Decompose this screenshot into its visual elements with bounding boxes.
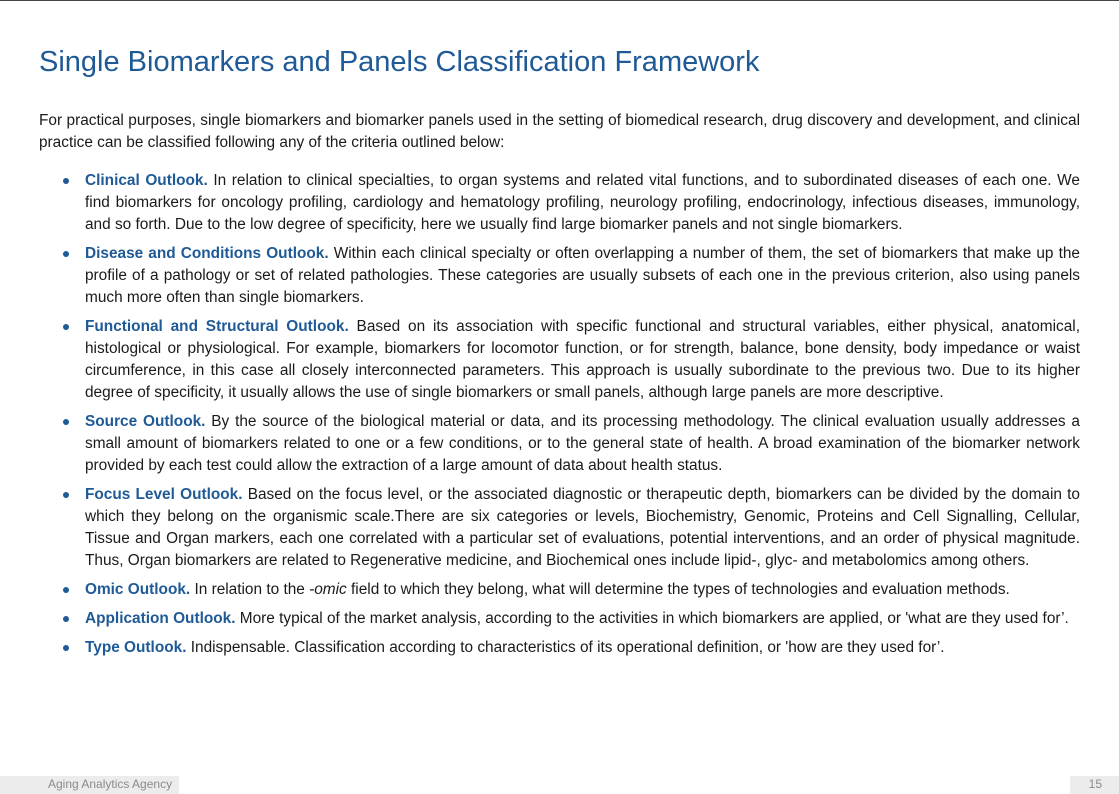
item-term: Functional and Structural Outlook. <box>85 318 349 335</box>
item-description: Within each clinical specialty or often overlapping a number of them, the set of biomarkers that make up the profile of a pathology or set of related pathologies. These categories are usually subsets of each one in the previous criterion, also using panels much more often than single biomarkers. <box>85 245 1080 306</box>
list-item-functional-structural-outlook <box>39 316 1080 404</box>
list-item-source-outlook <box>39 411 1080 477</box>
list-item-disease-conditions-outlook <box>39 243 1080 309</box>
item-description-before: In relation to the <box>190 581 310 598</box>
intro-paragraph: For practical purposes, single biomarkers and biomarker panels used in the setting of biomedical research, drug discovery and development, and clinical practice can be classified following any of the criteria outlined below: <box>39 112 1080 151</box>
item-term: Clinical Outlook. <box>85 172 208 189</box>
item-description-after: field to which they belong, what will determine the types of technologies and evaluation methods. <box>346 581 1010 598</box>
bullet-icon <box>63 178 69 184</box>
bullet-icon <box>63 251 69 257</box>
top-border-line <box>0 0 1119 1</box>
item-term: Application Outlook. <box>85 610 236 627</box>
item-term: Source Outlook. <box>85 413 206 430</box>
item-term: Disease and Conditions Outlook. <box>85 245 329 262</box>
item-description: In relation to clinical specialties, to organ systems and related vital functions, and to subordinated diseases of each one. We find biomarkers for oncology profiling, cardiology and hematology profiling, neurology profiling, endocrinology, infectious diseases, immunology, and so forth. Due to the low degree of specificity, here we usually find large biomarker panels and not single biomarkers. <box>85 172 1080 233</box>
item-description-italic: -omic <box>309 581 347 598</box>
bullet-icon <box>63 419 69 425</box>
item-term: Focus Level Outlook. <box>85 486 243 503</box>
page-number: 15 <box>1088 777 1102 791</box>
classification-criteria-list <box>39 170 1080 666</box>
page-title: Single Biomarkers and Panels Classification Framework <box>39 46 760 78</box>
list-item-clinical-outlook <box>39 170 1080 236</box>
bullet-icon <box>63 587 69 593</box>
item-description: Indispensable. Classification according to characteristics of its operational definition, or 'how are they used for’. <box>186 639 945 656</box>
item-term: Omic Outlook. <box>85 581 191 598</box>
item-description: Based on the focus level, or the associated diagnostic or therapeutic depth, biomarkers can be divided by the domain to which they belong on the organismic scale.There are six categories or levels, Biochemistry, Genomic, Proteins and Cell Signalling, Cellular, Tissue and Organ markers, each one correlated with a particular set of evaluations, potential interventions, and an order of physical magnitude. Thus, Organ biomarkers are related to Regenerative medicine, and Biochemical ones include lipid-, glyc- and metabolomics among others. <box>85 486 1080 569</box>
list-item-omic-outlook <box>39 579 1080 601</box>
bullet-icon <box>63 616 69 622</box>
list-item-application-outlook <box>39 608 1080 630</box>
item-description: By the source of the biological material or data, and its processing methodology. The clinical evaluation usually addresses a small amount of biomarkers related to one or a few conditions, or to the general state of health. A broad examination of the biomarker network provided by each test could allow the extraction of a large amount of data about health status. <box>85 413 1080 474</box>
bullet-icon <box>63 492 69 498</box>
list-item-focus-level-outlook <box>39 484 1080 572</box>
bullet-icon <box>63 645 69 651</box>
item-description: Based on its association with specific functional and structural variables, either physical, anatomical, histological or physiological. For example, biomarkers for locomotor function, or for strength, balance, bone density, body impedance or waist circumference, in this case all closely interconnected parameters. This approach is usually subordinate to the previous two. Due to its higher degree of specificity, it usually allows the use of single biomarkers or small panels, although large panels are more descriptive. <box>85 318 1080 401</box>
item-description: More typical of the market analysis, according to the activities in which biomarkers are applied, or 'what are they used for’. <box>235 610 1069 627</box>
list-item-type-outlook <box>39 637 1080 659</box>
bullet-icon <box>63 324 69 330</box>
item-term: Type Outlook. <box>85 639 187 656</box>
footer-brand: Aging Analytics Agency <box>48 777 173 791</box>
